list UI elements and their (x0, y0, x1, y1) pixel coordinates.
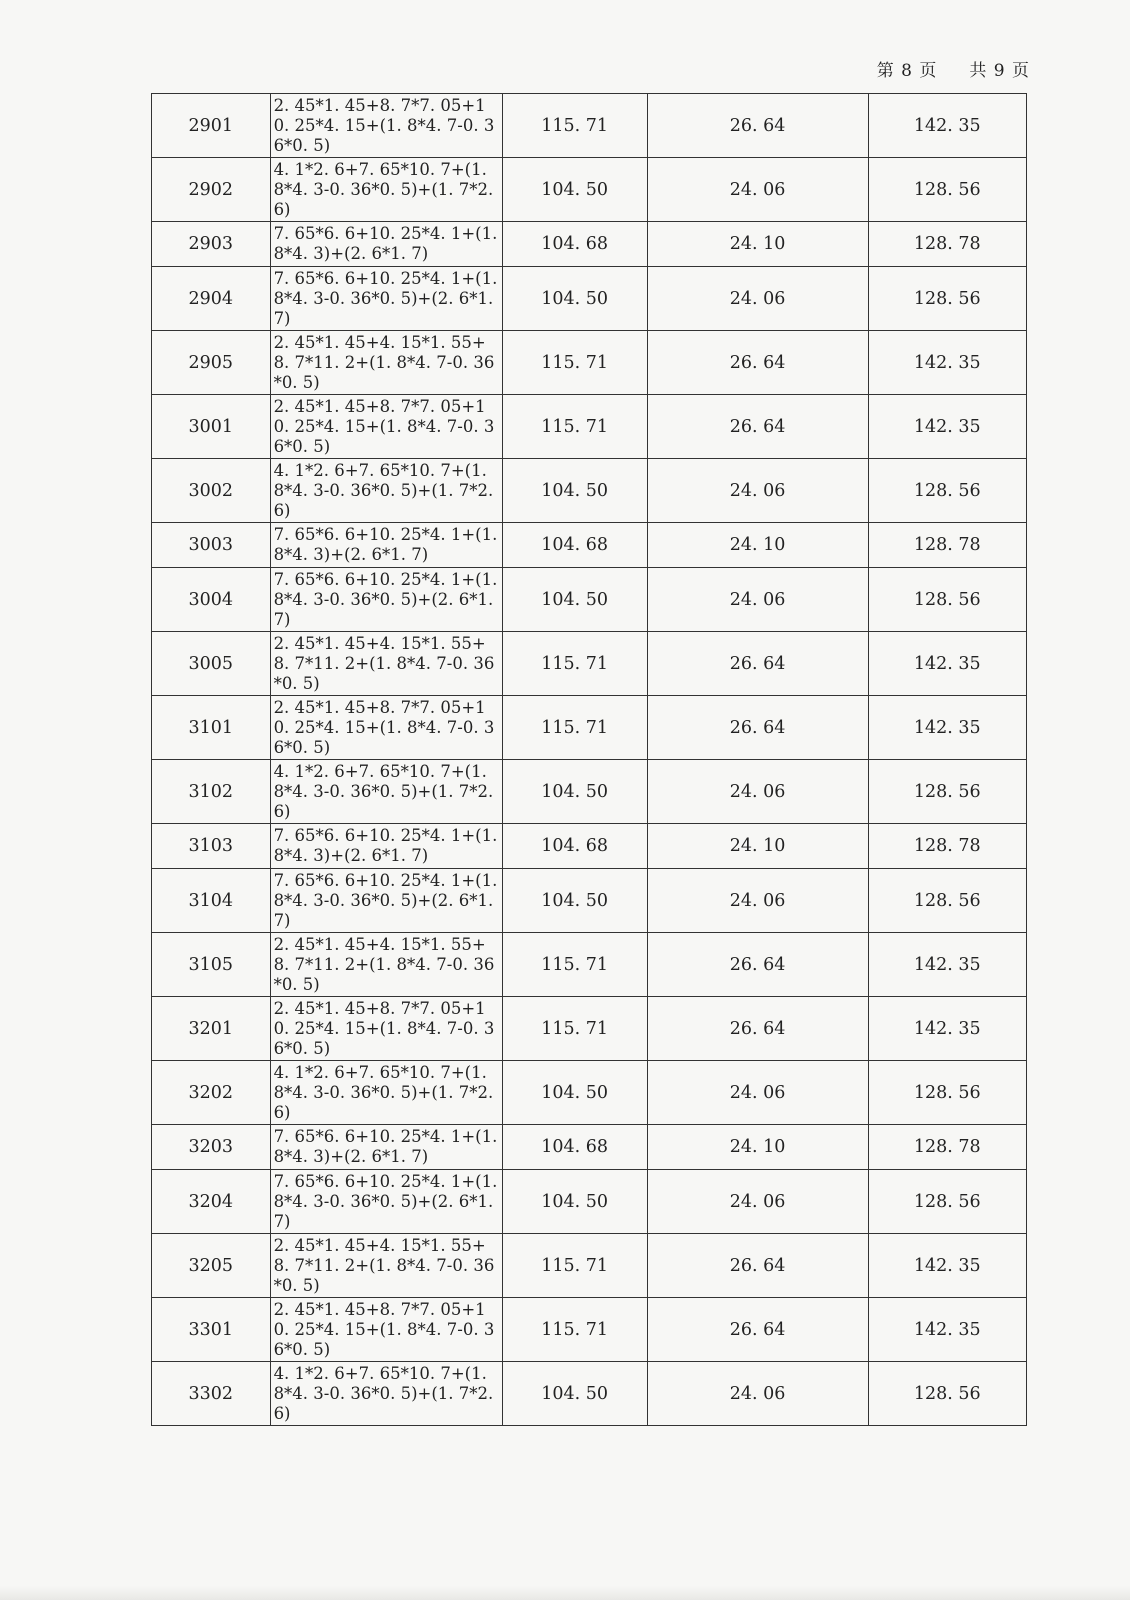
page-total-prefix: 共 (969, 61, 988, 81)
area-total-cell: 128. 56 (868, 158, 1026, 222)
table-row (152, 459, 1027, 523)
area-b-cell: 26. 64 (647, 933, 868, 997)
page-current-prefix: 第 (876, 61, 895, 81)
page-total: 9 (993, 61, 1006, 81)
table-row (152, 997, 1027, 1061)
formula-cell: 2. 45*1. 45+8. 7*7. 05+10. 25*4. 15+(1. 8*4. 7-0. 36*0. 5) (270, 1298, 502, 1362)
room-cell: 3204 (152, 1170, 271, 1234)
room-cell: 2903 (152, 222, 271, 267)
room-cell: 3005 (152, 632, 271, 696)
area-b-cell: 24. 06 (647, 1061, 868, 1125)
formula-cell: 4. 1*2. 6+7. 65*10. 7+(1. 8*4. 3-0. 36*0. 5)+(1. 7*2. 6) (270, 1061, 502, 1125)
area-total-cell: 142. 35 (868, 933, 1026, 997)
table-row (152, 1170, 1027, 1234)
area-total-cell: 142. 35 (868, 395, 1026, 459)
area-total-cell: 128. 56 (868, 267, 1026, 331)
table-row (152, 222, 1027, 267)
area-b-cell: 24. 06 (647, 760, 868, 824)
room-cell: 3102 (152, 760, 271, 824)
table-body (152, 94, 1027, 1426)
area-a-cell: 104. 50 (502, 1170, 647, 1234)
room-cell: 3002 (152, 459, 271, 523)
formula-cell: 2. 45*1. 45+4. 15*1. 55+8. 7*11. 2+(1. 8*4. 7-0. 36*0. 5) (270, 933, 502, 997)
room-cell: 3101 (152, 696, 271, 760)
area-b-cell: 24. 06 (647, 158, 868, 222)
area-a-cell: 104. 50 (502, 760, 647, 824)
area-a-cell: 104. 50 (502, 1061, 647, 1125)
area-a-cell: 115. 71 (502, 632, 647, 696)
area-b-cell: 24. 10 (647, 523, 868, 568)
formula-cell: 7. 65*6. 6+10. 25*4. 1+(1. 8*4. 3-0. 36*0. 5)+(2. 6*1. 7) (270, 267, 502, 331)
area-b-cell: 24. 10 (647, 824, 868, 869)
room-cell: 3103 (152, 824, 271, 869)
area-b-cell: 24. 10 (647, 1125, 868, 1170)
area-b-cell: 24. 06 (647, 267, 868, 331)
area-total-cell: 128. 56 (868, 1061, 1026, 1125)
table-row (152, 1298, 1027, 1362)
area-a-cell: 104. 50 (502, 568, 647, 632)
area-total-cell: 142. 35 (868, 331, 1026, 395)
room-cell: 3003 (152, 523, 271, 568)
scan-edge (0, 1586, 1130, 1600)
table-row (152, 1125, 1027, 1170)
formula-cell: 2. 45*1. 45+8. 7*7. 05+10. 25*4. 15+(1. 8*4. 7-0. 36*0. 5) (270, 696, 502, 760)
area-total-cell: 128. 78 (868, 824, 1026, 869)
area-b-cell: 24. 06 (647, 869, 868, 933)
area-a-cell: 104. 68 (502, 222, 647, 267)
room-cell: 2901 (152, 94, 271, 158)
table-row (152, 760, 1027, 824)
table-row (152, 933, 1027, 997)
area-b-cell: 26. 64 (647, 632, 868, 696)
area-total-cell: 142. 35 (868, 696, 1026, 760)
formula-cell: 7. 65*6. 6+10. 25*4. 1+(1. 8*4. 3)+(2. 6*1. 7) (270, 824, 502, 869)
area-total-cell: 128. 56 (868, 1362, 1026, 1426)
area-total-cell: 128. 78 (868, 1125, 1026, 1170)
area-total-cell: 128. 56 (868, 568, 1026, 632)
area-b-cell: 26. 64 (647, 997, 868, 1061)
area-total-cell: 128. 56 (868, 1170, 1026, 1234)
room-cell: 3001 (152, 395, 271, 459)
area-b-cell: 24. 06 (647, 568, 868, 632)
table-row (152, 158, 1027, 222)
area-total-cell: 128. 78 (868, 523, 1026, 568)
table-row (152, 331, 1027, 395)
area-a-cell: 115. 71 (502, 1298, 647, 1362)
area-b-cell: 26. 64 (647, 1298, 868, 1362)
area-total-cell: 142. 35 (868, 632, 1026, 696)
room-cell: 3201 (152, 997, 271, 1061)
area-a-cell: 104. 50 (502, 267, 647, 331)
page-total-suffix: 页 (1012, 61, 1030, 81)
formula-cell: 7. 65*6. 6+10. 25*4. 1+(1. 8*4. 3-0. 36*0. 5)+(2. 6*1. 7) (270, 568, 502, 632)
area-a-cell: 115. 71 (502, 1234, 647, 1298)
area-total-cell: 142. 35 (868, 1298, 1026, 1362)
page-current-suffix: 页 (919, 61, 938, 81)
formula-cell: 7. 65*6. 6+10. 25*4. 1+(1. 8*4. 3)+(2. 6*1. 7) (270, 523, 502, 568)
room-cell: 2902 (152, 158, 271, 222)
room-cell: 3105 (152, 933, 271, 997)
room-cell: 3104 (152, 869, 271, 933)
room-cell: 2905 (152, 331, 271, 395)
table-row (152, 824, 1027, 869)
formula-cell: 2. 45*1. 45+4. 15*1. 55+8. 7*11. 2+(1. 8*4. 7-0. 36*0. 5) (270, 1234, 502, 1298)
formula-cell: 7. 65*6. 6+10. 25*4. 1+(1. 8*4. 3-0. 36*0. 5)+(2. 6*1. 7) (270, 869, 502, 933)
area-a-cell: 115. 71 (502, 933, 647, 997)
room-cell: 3302 (152, 1362, 271, 1426)
area-total-cell: 142. 35 (868, 1234, 1026, 1298)
table-row (152, 869, 1027, 933)
formula-cell: 7. 65*6. 6+10. 25*4. 1+(1. 8*4. 3)+(2. 6*1. 7) (270, 222, 502, 267)
area-b-cell: 24. 06 (647, 1170, 868, 1234)
area-b-cell: 24. 10 (647, 222, 868, 267)
table-row (152, 267, 1027, 331)
area-a-cell: 104. 50 (502, 869, 647, 933)
table-row (152, 1061, 1027, 1125)
area-a-cell: 104. 68 (502, 824, 647, 869)
table-row (152, 568, 1027, 632)
table-row (152, 94, 1027, 158)
formula-cell: 2. 45*1. 45+4. 15*1. 55+8. 7*11. 2+(1. 8*4. 7-0. 36*0. 5) (270, 632, 502, 696)
formula-cell: 4. 1*2. 6+7. 65*10. 7+(1. 8*4. 3-0. 36*0. 5)+(1. 7*2. 6) (270, 459, 502, 523)
formula-cell: 7. 65*6. 6+10. 25*4. 1+(1. 8*4. 3)+(2. 6*1. 7) (270, 1125, 502, 1170)
table-row (152, 395, 1027, 459)
page-number (877, 56, 1030, 81)
area-total-cell: 128. 56 (868, 459, 1026, 523)
room-cell: 3301 (152, 1298, 271, 1362)
area-a-cell: 104. 50 (502, 1362, 647, 1426)
area-total-cell: 142. 35 (868, 997, 1026, 1061)
formula-cell: 4. 1*2. 6+7. 65*10. 7+(1. 8*4. 3-0. 36*0. 5)+(1. 7*2. 6) (270, 760, 502, 824)
area-a-cell: 104. 50 (502, 459, 647, 523)
area-b-cell: 26. 64 (647, 696, 868, 760)
area-total-cell: 128. 56 (868, 869, 1026, 933)
formula-cell: 4. 1*2. 6+7. 65*10. 7+(1. 8*4. 3-0. 36*0. 5)+(1. 7*2. 6) (270, 158, 502, 222)
page-current: 8 (901, 61, 913, 81)
area-b-cell: 26. 64 (647, 331, 868, 395)
area-a-cell: 115. 71 (502, 395, 647, 459)
formula-cell: 7. 65*6. 6+10. 25*4. 1+(1. 8*4. 3-0. 36*0. 5)+(2. 6*1. 7) (270, 1170, 502, 1234)
table-row (152, 696, 1027, 760)
area-table (151, 93, 1027, 1426)
area-a-cell: 104. 68 (502, 1125, 647, 1170)
formula-cell: 2. 45*1. 45+8. 7*7. 05+10. 25*4. 15+(1. 8*4. 7-0. 36*0. 5) (270, 395, 502, 459)
room-cell: 3203 (152, 1125, 271, 1170)
room-cell: 3202 (152, 1061, 271, 1125)
area-a-cell: 104. 50 (502, 158, 647, 222)
formula-cell: 2. 45*1. 45+8. 7*7. 05+10. 25*4. 15+(1. 8*4. 7-0. 36*0. 5) (270, 94, 502, 158)
area-total-cell: 142. 35 (868, 94, 1026, 158)
area-a-cell: 115. 71 (502, 331, 647, 395)
area-b-cell: 24. 06 (647, 1362, 868, 1426)
area-a-cell: 104. 68 (502, 523, 647, 568)
formula-cell: 2. 45*1. 45+4. 15*1. 55+8. 7*11. 2+(1. 8*4. 7-0. 36*0. 5) (270, 331, 502, 395)
area-b-cell: 24. 06 (647, 459, 868, 523)
table-row (152, 1362, 1027, 1426)
room-cell: 3205 (152, 1234, 271, 1298)
area-total-cell: 128. 78 (868, 222, 1026, 267)
formula-cell: 2. 45*1. 45+8. 7*7. 05+10. 25*4. 15+(1. 8*4. 7-0. 36*0. 5) (270, 997, 502, 1061)
area-b-cell: 26. 64 (647, 94, 868, 158)
area-a-cell: 115. 71 (502, 997, 647, 1061)
table-row (152, 632, 1027, 696)
room-cell: 3004 (152, 568, 271, 632)
table-row (152, 1234, 1027, 1298)
area-b-cell: 26. 64 (647, 1234, 868, 1298)
area-a-cell: 115. 71 (502, 94, 647, 158)
table-row (152, 523, 1027, 568)
formula-cell: 4. 1*2. 6+7. 65*10. 7+(1. 8*4. 3-0. 36*0. 5)+(1. 7*2. 6) (270, 1362, 502, 1426)
area-a-cell: 115. 71 (502, 696, 647, 760)
area-b-cell: 26. 64 (647, 395, 868, 459)
room-cell: 2904 (152, 267, 271, 331)
area-total-cell: 128. 56 (868, 760, 1026, 824)
